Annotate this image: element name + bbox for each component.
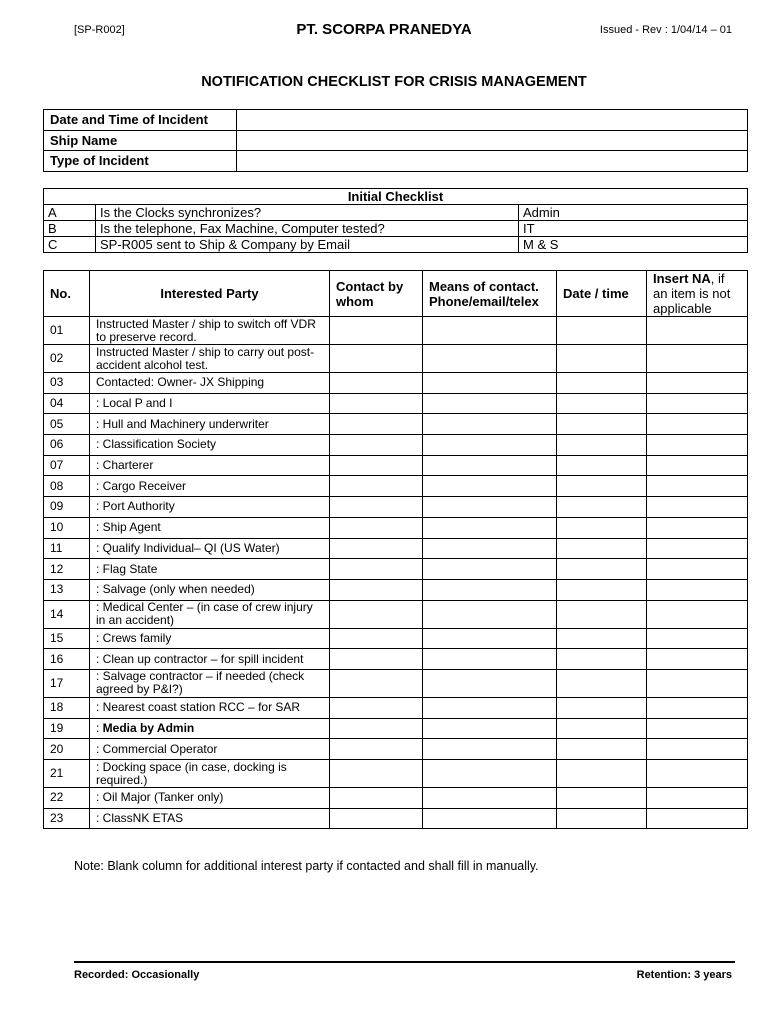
contact-by-whom-cell[interactable] xyxy=(330,317,423,345)
notification-row xyxy=(44,517,748,538)
row-number: 11 xyxy=(44,538,90,559)
date-time-cell[interactable] xyxy=(557,760,647,788)
checklist-item: Is the telephone, Fax Machine, Computer tested? xyxy=(96,221,519,237)
means-of-contact-cell[interactable] xyxy=(423,579,557,600)
col-header-date-time: Date / time xyxy=(557,271,647,317)
na-cell[interactable] xyxy=(647,345,748,373)
means-of-contact-cell[interactable] xyxy=(423,808,557,829)
date-time-label: Date and Time of Incident xyxy=(44,110,237,131)
na-cell[interactable] xyxy=(647,517,748,538)
date-time-cell[interactable] xyxy=(557,414,647,435)
means-of-contact-cell[interactable] xyxy=(423,669,557,697)
initial-checklist-heading: Initial Checklist xyxy=(44,189,748,205)
contact-by-whom-cell[interactable] xyxy=(330,414,423,435)
interested-party: Instructed Master / ship to carry out post- accident alcohol test. xyxy=(90,345,330,373)
col-header-no: No. xyxy=(44,271,90,317)
notification-row xyxy=(44,669,748,697)
na-cell[interactable] xyxy=(647,718,748,739)
na-cell[interactable] xyxy=(647,497,748,518)
row-number: 07 xyxy=(44,455,90,476)
row-number: 04 xyxy=(44,393,90,414)
na-cell[interactable] xyxy=(647,739,748,760)
na-cell[interactable] xyxy=(647,414,748,435)
note-text: Note: Blank column for additional interest party if contacted and shall fill in manually. xyxy=(74,859,539,873)
interested-party: : Media by Admin xyxy=(90,718,330,739)
row-number: 03 xyxy=(44,373,90,394)
row-number: 05 xyxy=(44,414,90,435)
notification-row xyxy=(44,649,748,670)
checklist-code: B xyxy=(44,221,96,237)
contact-by-whom-cell[interactable] xyxy=(330,628,423,649)
interested-party: : Cargo Receiver xyxy=(90,476,330,497)
interested-party: : Qualify Individual– QI (US Water) xyxy=(90,538,330,559)
notification-row xyxy=(44,760,748,788)
contact-by-whom-cell[interactable] xyxy=(330,373,423,394)
row-number: 06 xyxy=(44,435,90,456)
initial-checklist-row xyxy=(44,221,748,237)
contact-by-whom-cell[interactable] xyxy=(330,393,423,414)
initial-checklist-table xyxy=(43,188,748,253)
date-time-cell[interactable] xyxy=(557,739,647,760)
row-number: 15 xyxy=(44,628,90,649)
row-number: 16 xyxy=(44,649,90,670)
document-title: NOTIFICATION CHECKLIST FOR CRISIS MANAGEMENT xyxy=(201,74,587,90)
date-time-field[interactable] xyxy=(237,110,748,131)
contact-by-whom-cell[interactable] xyxy=(330,559,423,580)
date-time-cell[interactable] xyxy=(557,718,647,739)
notification-row xyxy=(44,628,748,649)
means-of-contact-cell[interactable] xyxy=(423,345,557,373)
row-number: 23 xyxy=(44,808,90,829)
issue-revision: Issued - Rev : 1/04/14 – 01 xyxy=(599,24,732,36)
row-number: 21 xyxy=(44,760,90,788)
means-of-contact-cell[interactable] xyxy=(423,559,557,580)
contact-by-whom-cell[interactable] xyxy=(330,669,423,697)
interested-party: : Flag State xyxy=(90,559,330,580)
row-number: 12 xyxy=(44,559,90,580)
notification-row xyxy=(44,497,748,518)
ship-name-label: Ship Name xyxy=(44,130,237,151)
contact-by-whom-cell[interactable] xyxy=(330,497,423,518)
checklist-responsible: M & S xyxy=(519,237,748,253)
interested-party: Contacted: Owner- JX Shipping xyxy=(90,373,330,394)
row-number: 08 xyxy=(44,476,90,497)
notification-row xyxy=(44,345,748,373)
means-of-contact-cell[interactable] xyxy=(423,476,557,497)
date-time-cell[interactable] xyxy=(557,788,647,809)
na-cell[interactable] xyxy=(647,559,748,580)
interested-party: : Oil Major (Tanker only) xyxy=(90,788,330,809)
notification-header-row xyxy=(44,271,748,317)
na-cell[interactable] xyxy=(647,317,748,345)
date-time-cell[interactable] xyxy=(557,628,647,649)
contact-by-whom-cell[interactable] xyxy=(330,739,423,760)
na-cell[interactable] xyxy=(647,579,748,600)
means-of-contact-cell[interactable] xyxy=(423,760,557,788)
interested-party: : Charterer xyxy=(90,455,330,476)
notification-row xyxy=(44,739,748,760)
interested-party: : Port Authority xyxy=(90,497,330,518)
row-number: 10 xyxy=(44,517,90,538)
row-number: 09 xyxy=(44,497,90,518)
means-of-contact-cell[interactable] xyxy=(423,600,557,628)
col-header-contact-by-whom: Contact by whom xyxy=(330,271,423,317)
means-of-contact-cell[interactable] xyxy=(423,517,557,538)
recorded-frequency: Recorded: Occasionally xyxy=(74,969,200,981)
contact-by-whom-cell[interactable] xyxy=(330,435,423,456)
means-of-contact-cell[interactable] xyxy=(423,317,557,345)
retention-period: Retention: 3 years xyxy=(636,969,732,981)
row-number: 20 xyxy=(44,739,90,760)
interested-party: : Local P and I xyxy=(90,393,330,414)
notification-row xyxy=(44,600,748,628)
notification-row xyxy=(44,455,748,476)
notification-row xyxy=(44,393,748,414)
notification-row xyxy=(44,718,748,739)
interested-party: : Docking space (in case, docking is required.) xyxy=(90,760,330,788)
incident-type-field[interactable] xyxy=(237,151,748,172)
contact-by-whom-cell[interactable] xyxy=(330,649,423,670)
notification-row xyxy=(44,559,748,580)
checklist-responsible: IT xyxy=(519,221,748,237)
contact-by-whom-cell[interactable] xyxy=(330,600,423,628)
contact-by-whom-cell[interactable] xyxy=(330,579,423,600)
notification-row xyxy=(44,538,748,559)
na-cell[interactable] xyxy=(647,669,748,697)
date-time-cell[interactable] xyxy=(557,476,647,497)
na-cell[interactable] xyxy=(647,808,748,829)
interested-party: : Salvage (only when needed) xyxy=(90,579,330,600)
date-time-cell[interactable] xyxy=(557,559,647,580)
date-time-cell[interactable] xyxy=(557,373,647,394)
date-time-cell[interactable] xyxy=(557,538,647,559)
row-number: 02 xyxy=(44,345,90,373)
checklist-item: Is the Clocks synchronizes? xyxy=(96,205,519,221)
means-of-contact-cell[interactable] xyxy=(423,373,557,394)
contact-by-whom-cell[interactable] xyxy=(330,538,423,559)
info-row-date-time xyxy=(44,110,748,131)
na-cell[interactable] xyxy=(647,393,748,414)
date-time-cell[interactable] xyxy=(557,517,647,538)
contact-by-whom-cell[interactable] xyxy=(330,788,423,809)
interested-party: : Classification Society xyxy=(90,435,330,456)
incident-info-table xyxy=(43,109,748,172)
interested-party: Instructed Master / ship to switch off VDR to preserve record. xyxy=(90,317,330,345)
date-time-cell[interactable] xyxy=(557,649,647,670)
date-time-cell[interactable] xyxy=(557,393,647,414)
notification-row xyxy=(44,414,748,435)
na-cell[interactable] xyxy=(647,373,748,394)
interested-party: : Nearest coast station RCC – for SAR xyxy=(90,697,330,718)
means-of-contact-cell[interactable] xyxy=(423,435,557,456)
notification-row xyxy=(44,373,748,394)
contact-by-whom-cell[interactable] xyxy=(330,808,423,829)
means-of-contact-cell[interactable] xyxy=(423,393,557,414)
date-time-cell[interactable] xyxy=(557,435,647,456)
means-of-contact-cell[interactable] xyxy=(423,628,557,649)
contact-by-whom-cell[interactable] xyxy=(330,718,423,739)
notification-table xyxy=(43,270,748,829)
date-time-cell[interactable] xyxy=(557,497,647,518)
interested-party: : Clean up contractor – for spill incident xyxy=(90,649,330,670)
notification-row xyxy=(44,317,748,345)
date-time-cell[interactable] xyxy=(557,808,647,829)
date-time-cell[interactable] xyxy=(557,697,647,718)
notification-row xyxy=(44,697,748,718)
interested-party: : Commercial Operator xyxy=(90,739,330,760)
means-of-contact-cell[interactable] xyxy=(423,538,557,559)
na-cell[interactable] xyxy=(647,435,748,456)
means-of-contact-cell[interactable] xyxy=(423,739,557,760)
col-header-means-of-contact: Means of contact. Phone/email/telex xyxy=(423,271,557,317)
means-of-contact-cell[interactable] xyxy=(423,697,557,718)
means-of-contact-cell[interactable] xyxy=(423,788,557,809)
info-row-ship-name xyxy=(44,130,748,151)
na-cell[interactable] xyxy=(647,697,748,718)
na-cell[interactable] xyxy=(647,760,748,788)
means-of-contact-cell[interactable] xyxy=(423,497,557,518)
contact-by-whom-cell[interactable] xyxy=(330,517,423,538)
na-cell[interactable] xyxy=(647,455,748,476)
checklist-code: C xyxy=(44,237,96,253)
footer-divider xyxy=(74,961,735,963)
na-cell[interactable] xyxy=(647,538,748,559)
date-time-cell[interactable] xyxy=(557,455,647,476)
date-time-cell[interactable] xyxy=(557,600,647,628)
date-time-cell[interactable] xyxy=(557,345,647,373)
notification-row xyxy=(44,476,748,497)
na-cell[interactable] xyxy=(647,476,748,497)
means-of-contact-cell[interactable] xyxy=(423,649,557,670)
info-row-incident-type xyxy=(44,151,748,172)
ship-name-field[interactable] xyxy=(237,130,748,151)
date-time-cell[interactable] xyxy=(557,317,647,345)
checklist-item: SP-R005 sent to Ship & Company by Email xyxy=(96,237,519,253)
notification-row xyxy=(44,808,748,829)
means-of-contact-cell[interactable] xyxy=(423,414,557,435)
contact-by-whom-cell[interactable] xyxy=(330,697,423,718)
interested-party: : ClassNK ETAS xyxy=(90,808,330,829)
incident-type-label: Type of Incident xyxy=(44,151,237,172)
date-time-cell[interactable] xyxy=(557,579,647,600)
notification-row xyxy=(44,579,748,600)
row-number: 17 xyxy=(44,669,90,697)
contact-by-whom-cell[interactable] xyxy=(330,345,423,373)
na-cell[interactable] xyxy=(647,788,748,809)
contact-by-whom-cell[interactable] xyxy=(330,476,423,497)
notification-row xyxy=(44,435,748,456)
initial-checklist-row xyxy=(44,205,748,221)
date-time-cell[interactable] xyxy=(557,669,647,697)
row-number: 01 xyxy=(44,317,90,345)
contact-by-whom-cell[interactable] xyxy=(330,455,423,476)
interested-party: : Hull and Machinery underwriter xyxy=(90,414,330,435)
na-cell[interactable] xyxy=(647,628,748,649)
row-number: 13 xyxy=(44,579,90,600)
interested-party: : Ship Agent xyxy=(90,517,330,538)
notification-row xyxy=(44,788,748,809)
row-number: 19 xyxy=(44,718,90,739)
na-cell[interactable] xyxy=(647,649,748,670)
company-name: PT. SCORPA PRANEDYA xyxy=(296,21,472,38)
row-number: 22 xyxy=(44,788,90,809)
col-header-interested-party: Interested Party xyxy=(90,271,330,317)
document-code: [SP-R002] xyxy=(74,24,125,36)
na-cell[interactable] xyxy=(647,600,748,628)
means-of-contact-cell[interactable] xyxy=(423,455,557,476)
checklist-responsible: Admin xyxy=(519,205,748,221)
initial-checklist-row xyxy=(44,237,748,253)
means-of-contact-cell[interactable] xyxy=(423,718,557,739)
interested-party: : Medical Center – (in case of crew injury in an accident) xyxy=(90,600,330,628)
row-number: 18 xyxy=(44,697,90,718)
row-number: 14 xyxy=(44,600,90,628)
checklist-code: A xyxy=(44,205,96,221)
interested-party: : Salvage contractor – if needed (check agreed by P&I?) xyxy=(90,669,330,697)
col-header-insert-na: Insert NA, if an item is not applicable xyxy=(647,271,748,317)
contact-by-whom-cell[interactable] xyxy=(330,760,423,788)
interested-party: : Crews family xyxy=(90,628,330,649)
